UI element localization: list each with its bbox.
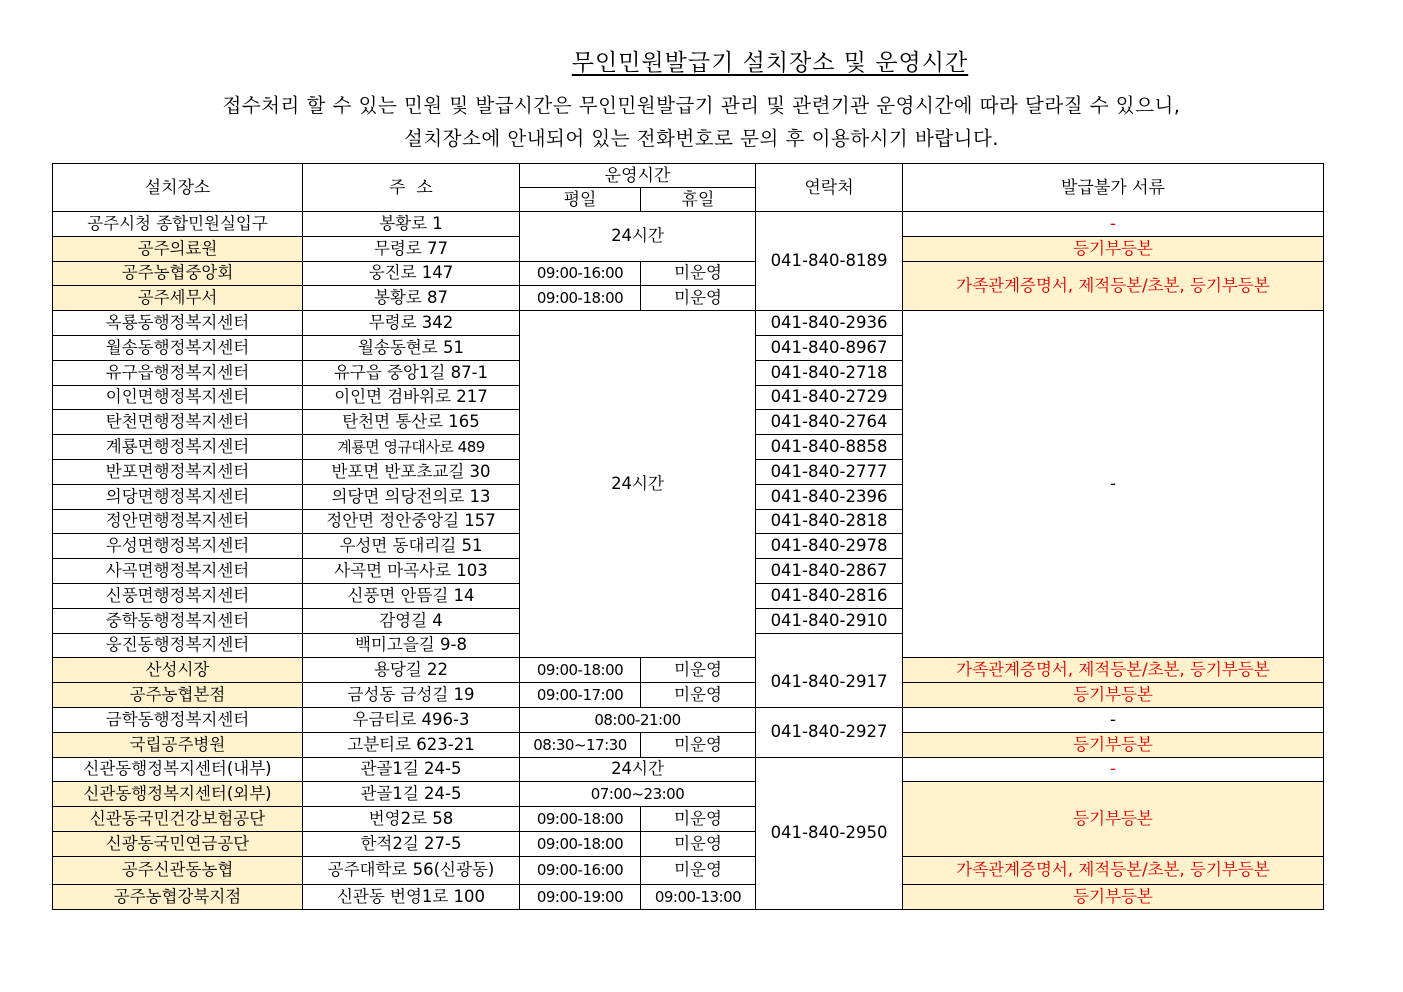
address-cell: 백미고을길 9-8 — [303, 633, 520, 658]
contact-cell: 041-840-2910 — [756, 608, 903, 633]
unavailable-cell: 등기부등본 — [903, 683, 1324, 708]
location-cell: 공주농협강북지점 — [53, 884, 303, 909]
location-cell: 신광동국민연금공단 — [53, 831, 303, 856]
location-cell: 의당면행정복지센터 — [53, 484, 303, 509]
weekday-cell: 09:00-18:00 — [520, 807, 641, 832]
location-cell: 신관동국민건강보험공단 — [53, 807, 303, 832]
unavailable-cell: - — [903, 707, 1324, 732]
weekday-cell: 08:30~17:30 — [520, 732, 641, 757]
contact-cell: 041-840-2936 — [756, 311, 903, 336]
address-cell: 우성면 동대리길 51 — [303, 534, 520, 559]
holiday-cell: 미운영 — [641, 286, 756, 311]
weekday-cell: 09:00-18:00 — [520, 658, 641, 683]
unavailable-cell: 등기부등본 — [903, 236, 1324, 261]
address-cell: 감영길 4 — [303, 608, 520, 633]
table-row — [53, 884, 1324, 909]
address-cell: 관골1길 24-5 — [303, 757, 520, 782]
contact-cell: 041-840-2927 — [756, 707, 903, 757]
unavailable-cell: - — [903, 311, 1324, 658]
location-cell: 신관동행정복지센터(내부) — [53, 757, 303, 782]
contact-cell: 041-840-2729 — [756, 385, 903, 410]
table-row — [53, 683, 1324, 708]
hours-cell: 24시간 — [520, 757, 756, 782]
hours-cell: 24시간 — [520, 212, 756, 262]
location-cell: 공주세무서 — [53, 286, 303, 311]
holiday-cell: 미운영 — [641, 732, 756, 757]
location-cell: 월송동행정복지센터 — [53, 335, 303, 360]
address-cell: 신풍면 안뜸길 14 — [303, 583, 520, 608]
weekday-cell: 09:00-19:00 — [520, 884, 641, 909]
location-cell: 신풍면행정복지센터 — [53, 583, 303, 608]
location-cell: 국립공주병원 — [53, 732, 303, 757]
unavailable-cell: 등기부등본 — [903, 884, 1324, 909]
table-row — [53, 782, 1324, 807]
location-cell: 탄천면행정복지센터 — [53, 410, 303, 435]
weekday-cell: 09:00-16:00 — [520, 856, 641, 884]
address-cell: 월송동현로 51 — [303, 335, 520, 360]
header-location: 설치장소 — [53, 164, 303, 212]
location-cell: 옥룡동행정복지센터 — [53, 311, 303, 336]
table-row — [53, 658, 1324, 683]
unavailable-cell: 등기부등본 — [903, 782, 1324, 856]
location-cell: 반포면행정복지센터 — [53, 459, 303, 484]
holiday-cell: 미운영 — [641, 831, 756, 856]
contact-cell: 041-840-8967 — [756, 335, 903, 360]
address-cell: 의당면 의당전의로 13 — [303, 484, 520, 509]
table-row — [53, 757, 1324, 782]
address-cell: 고분티로 623-21 — [303, 732, 520, 757]
table-row — [53, 311, 1324, 336]
address-cell: 이인면 검바위로 217 — [303, 385, 520, 410]
location-cell: 계룡면행정복지센터 — [53, 435, 303, 460]
header-holiday: 휴일 — [641, 188, 756, 212]
address-cell: 봉황로 1 — [303, 212, 520, 237]
location-cell: 중학동행정복지센터 — [53, 608, 303, 633]
header-unavailable: 발급불가 서류 — [903, 164, 1324, 212]
location-cell: 우성면행정복지센터 — [53, 534, 303, 559]
unavailable-cell: - — [903, 212, 1324, 237]
location-cell: 금학동행정복지센터 — [53, 707, 303, 732]
location-cell: 이인면행정복지센터 — [53, 385, 303, 410]
address-cell: 공주대학로 56(신광동) — [303, 856, 520, 884]
notice-line-1: 접수처리 할 수 있는 민원 및 발급시간은 무인민원발급기 관리 및 관련기관 운영시간에 따라 달라질 수 있으니, — [222, 94, 1181, 117]
contact-cell: 041-840-2816 — [756, 583, 903, 608]
holiday-cell: 미운영 — [641, 261, 756, 286]
address-cell: 번영2로 58 — [303, 807, 520, 832]
kiosk-table — [52, 163, 1324, 910]
header-contact: 연락처 — [756, 164, 903, 212]
location-cell: 사곡면행정복지센터 — [53, 559, 303, 584]
hours-cell: 24시간 — [520, 311, 756, 658]
contact-cell: 041-840-2396 — [756, 484, 903, 509]
location-cell: 공주농협중앙회 — [53, 261, 303, 286]
contact-cell: 041-840-2950 — [756, 757, 903, 909]
address-cell: 계룡면 영규대사로 489 — [303, 435, 520, 460]
header-hours: 운영시간 — [520, 164, 756, 188]
address-cell: 반포면 반포초교길 30 — [303, 459, 520, 484]
header-weekday: 평일 — [520, 188, 641, 212]
contact-cell: 041-840-2818 — [756, 509, 903, 534]
contact-cell: 041-840-2867 — [756, 559, 903, 584]
location-cell: 공주신관동농협 — [53, 856, 303, 884]
contact-cell: 041-840-8189 — [756, 212, 903, 311]
holiday-cell: 미운영 — [641, 683, 756, 708]
table-row — [53, 732, 1324, 757]
table-row — [53, 261, 1324, 286]
hours-cell: 07:00~23:00 — [520, 782, 756, 807]
unavailable-cell: 등기부등본 — [903, 732, 1324, 757]
address-cell: 사곡면 마곡사로 103 — [303, 559, 520, 584]
location-cell: 정안면행정복지센터 — [53, 509, 303, 534]
table-row — [53, 707, 1324, 732]
address-cell: 한적2길 27-5 — [303, 831, 520, 856]
address-cell: 금성동 금성길 19 — [303, 683, 520, 708]
address-cell: 유구읍 중앙1길 87-1 — [303, 360, 520, 385]
weekday-cell: 09:00-16:00 — [520, 261, 641, 286]
contact-cell: 041-840-2917 — [756, 633, 903, 707]
location-cell: 웅진동행정복지센터 — [53, 633, 303, 658]
notice-line-2: 설치장소에 안내되어 있는 전화번호로 문의 후 이용하시기 바랍니다. — [403, 127, 1000, 150]
location-cell: 공주시청 종합민원실입구 — [53, 212, 303, 237]
hours-cell: 08:00-21:00 — [520, 707, 756, 732]
unavailable-cell: 가족관계증명서, 제적등본/초본, 등기부등본 — [903, 856, 1324, 884]
weekday-cell: 09:00-18:00 — [520, 286, 641, 311]
table-row — [53, 856, 1324, 884]
contact-cell: 041-840-2764 — [756, 410, 903, 435]
holiday-cell: 미운영 — [641, 658, 756, 683]
contact-cell: 041-840-8858 — [756, 435, 903, 460]
holiday-cell: 09:00-13:00 — [641, 884, 756, 909]
weekday-cell: 09:00-17:00 — [520, 683, 641, 708]
contact-cell: 041-840-2777 — [756, 459, 903, 484]
contact-cell: 041-840-2718 — [756, 360, 903, 385]
location-cell: 유구읍행정복지센터 — [53, 360, 303, 385]
address-cell: 웅진로 147 — [303, 261, 520, 286]
table-row — [53, 212, 1324, 237]
address-cell: 무령로 77 — [303, 236, 520, 261]
address-cell: 관골1길 24-5 — [303, 782, 520, 807]
unavailable-cell: 가족관계증명서, 제적등본/초본, 등기부등본 — [903, 261, 1324, 311]
page-title: 무인민원발급기 설치장소 및 운영시간 — [571, 50, 969, 76]
address-cell: 신관동 번영1로 100 — [303, 884, 520, 909]
unavailable-cell: 가족관계증명서, 제적등본/초본, 등기부등본 — [903, 658, 1324, 683]
address-cell: 봉황로 87 — [303, 286, 520, 311]
header-address: 주 소 — [303, 164, 520, 212]
location-cell: 산성시장 — [53, 658, 303, 683]
unavailable-cell: - — [903, 757, 1324, 782]
location-cell: 공주농협본점 — [53, 683, 303, 708]
address-cell: 무령로 342 — [303, 311, 520, 336]
holiday-cell: 미운영 — [641, 807, 756, 832]
weekday-cell: 09:00-18:00 — [520, 831, 641, 856]
location-cell: 공주의료원 — [53, 236, 303, 261]
holiday-cell: 미운영 — [641, 856, 756, 884]
location-cell: 신관동행정복지센터(외부) — [53, 782, 303, 807]
contact-cell: 041-840-2978 — [756, 534, 903, 559]
address-cell: 우금티로 496-3 — [303, 707, 520, 732]
address-cell: 용당길 22 — [303, 658, 520, 683]
address-cell: 정안면 정안중앙길 157 — [303, 509, 520, 534]
address-cell: 탄천면 통산로 165 — [303, 410, 520, 435]
